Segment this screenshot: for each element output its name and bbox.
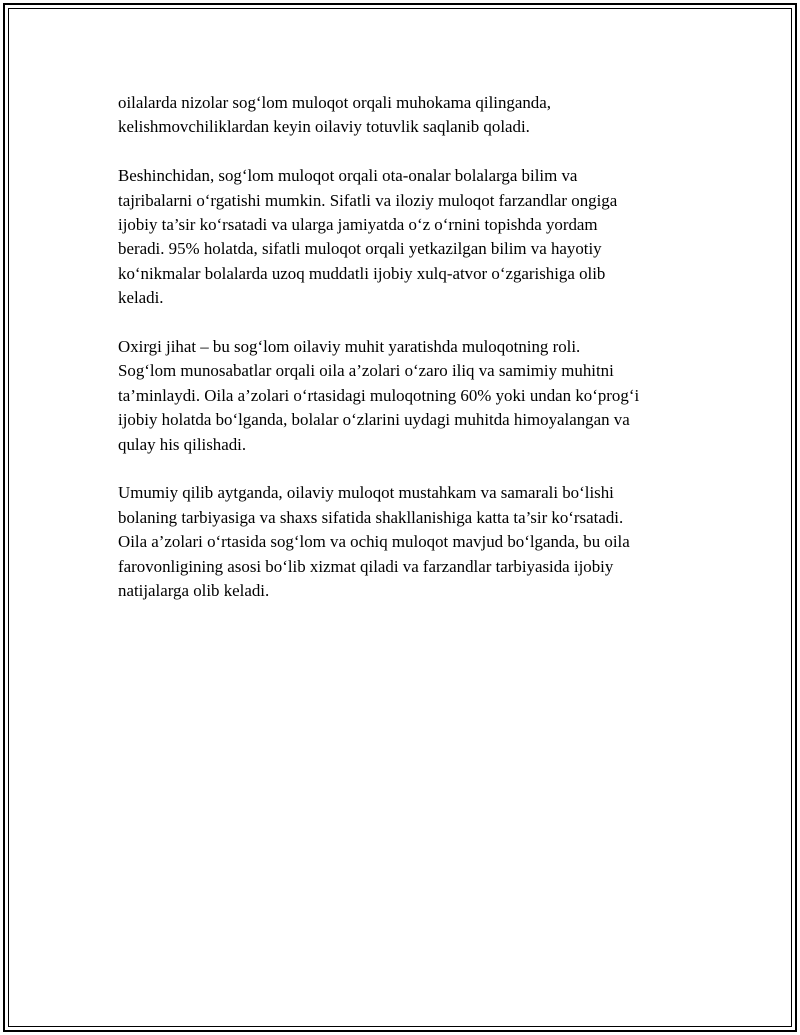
- text-line: Sog‘lom munosabatlar orqali oila a’zolari o‘zaro iliq va samimiy muhitni: [118, 361, 614, 381]
- document-body: [118, 91, 698, 628]
- text-line: Oxirgi jihat – bu sog‘lom oilaviy muhit yaratishda muloqotning roli.: [118, 337, 581, 357]
- text-line: Beshinchidan, sog‘lom muloqot orqali ota-onalar bolalarga bilim va: [118, 166, 578, 186]
- text-line: ko‘nikmalar bolalarda uzoq muddatli ijobiy xulq-atvor o‘zgarishiga olib: [118, 263, 606, 283]
- text-line: kelishmovchiliklardan keyin oilaviy totuvlik saqlanib qoladi.: [118, 117, 530, 137]
- text-line: keladi.: [118, 288, 164, 308]
- text-line: natijalarga olib keladi.: [118, 581, 270, 601]
- text-line: ijobiy ta’sir ko‘rsatadi va ularga jamiyatda o‘z o‘rnini topishda yordam: [118, 215, 598, 235]
- paragraph-4: [118, 481, 698, 603]
- text-line: farovonligining asosi bo‘lib xizmat qiladi va farzandlar tarbiyasida ijobiy: [118, 556, 614, 576]
- text-line: oilalarda nizolar sog‘lom muloqot orqali muhokama qilinganda,: [118, 93, 551, 112]
- text-line: qulay his qilishadi.: [118, 434, 247, 454]
- text-line: Oila a’zolari o‘rtasida sog‘lom va ochiq muloqot mavjud bo‘lganda, bu oila: [118, 532, 630, 552]
- paragraph-1: [118, 91, 698, 140]
- text-line: bolaning tarbiyasiga va shaxs sifatida shakllanishiga katta ta’sir ko‘rsatadi.: [118, 507, 624, 527]
- paragraph-3: [118, 335, 698, 457]
- text-line: Umumiy qilib aytganda, oilaviy muloqot mustahkam va samarali bo‘lishi: [118, 483, 614, 503]
- text-line: ta’minlaydi. Oila a’zolari o‘rtasidagi muloqotning 60% yoki undan ko‘prog‘i: [118, 385, 640, 405]
- text-line: tajribalarni o‘rgatishi mumkin. Sifatli va iloziy muloqot farzandlar ongiga: [118, 190, 618, 210]
- text-line: beradi. 95% holatda, sifatli muloqot orqali yetkazilgan bilim va hayotiy: [118, 239, 602, 259]
- text-line: ijobiy holatda bo‘lganda, bolalar o‘zlarini uydagi muhitda himoyalangan va: [118, 410, 630, 430]
- paragraph-2: [118, 164, 698, 310]
